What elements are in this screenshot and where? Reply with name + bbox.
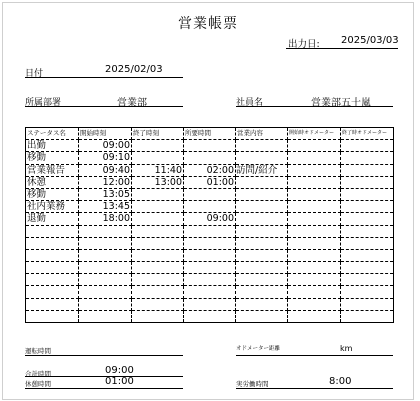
start-odometer-cell — [288, 262, 341, 274]
sales-content-cell — [236, 310, 288, 322]
activity-table — [25, 127, 394, 323]
break-time-underline — [25, 388, 183, 389]
odometer-distance-label: オドメーター距離 — [236, 346, 280, 352]
end-time-cell — [132, 298, 184, 310]
status-cell: 移動 — [26, 188, 79, 200]
end-time-cell — [132, 237, 184, 249]
status-cell — [26, 249, 79, 261]
end-odometer-cell — [341, 225, 394, 237]
end-time-cell — [132, 188, 184, 200]
employee-label: 社員名 — [236, 98, 264, 108]
total-time-value: 09:00 — [105, 365, 134, 376]
end-time-cell — [132, 310, 184, 322]
sales-content-cell — [236, 249, 288, 261]
table-row — [26, 249, 394, 261]
start-time-cell: 09:40 — [79, 164, 132, 176]
actual-work-time-value: 8:00 — [329, 376, 352, 387]
status-cell — [26, 310, 79, 322]
table-row — [26, 237, 394, 249]
table-row — [26, 225, 394, 237]
output-date-value: 2025/03/03 — [341, 35, 399, 46]
duration-cell — [184, 310, 236, 322]
duration-cell — [184, 298, 236, 310]
header-start-time: 開始時刻 — [79, 128, 132, 140]
end-odometer-cell — [341, 140, 394, 152]
start-odometer-cell — [288, 201, 341, 213]
start-time-cell: 09:10 — [79, 152, 132, 164]
end-time-cell — [132, 140, 184, 152]
end-time-cell: 13:00 — [132, 176, 184, 188]
start-time-cell: 12:00 — [79, 176, 132, 188]
table-header-row — [26, 128, 394, 140]
date-value: 2025/02/03 — [105, 64, 163, 75]
header-duration: 所要時間 — [184, 128, 236, 140]
status-cell — [26, 286, 79, 298]
sales-content-cell — [236, 213, 288, 225]
end-odometer-cell — [341, 298, 394, 310]
start-odometer-cell — [288, 237, 341, 249]
total-time-label: 合計時間 — [25, 370, 51, 378]
end-odometer-cell — [341, 152, 394, 164]
start-time-cell — [79, 298, 132, 310]
department-underline — [25, 106, 183, 107]
break-time-value: 01:00 — [105, 376, 134, 387]
start-time-cell — [79, 286, 132, 298]
actual-work-time-underline — [236, 388, 393, 389]
end-odometer-cell — [341, 176, 394, 188]
start-time-cell: 18:00 — [79, 213, 132, 225]
table-row — [26, 201, 394, 213]
break-time-label: 休憩時間 — [25, 380, 51, 388]
sales-content-cell — [236, 237, 288, 249]
end-time-cell — [132, 249, 184, 261]
employee-underline — [236, 106, 393, 107]
end-odometer-cell — [341, 286, 394, 298]
sales-content-cell: 訪問/紹介 — [236, 164, 288, 176]
duration-cell — [184, 262, 236, 274]
table-row — [26, 298, 394, 310]
duration-cell — [184, 286, 236, 298]
start-odometer-cell — [288, 274, 341, 286]
driving-time-label: 運転時間 — [25, 347, 51, 355]
header-end-time: 終了時刻 — [132, 128, 184, 140]
start-time-cell: 09:00 — [79, 140, 132, 152]
duration-cell — [184, 249, 236, 261]
duration-cell — [184, 152, 236, 164]
end-odometer-cell — [341, 164, 394, 176]
start-odometer-cell — [288, 249, 341, 261]
department-label: 所属部署 — [25, 98, 62, 108]
actual-work-time-label: 実労働時間 — [236, 380, 269, 388]
department-value: 営業部 — [117, 98, 147, 109]
start-odometer-cell — [288, 164, 341, 176]
sales-content-cell — [236, 298, 288, 310]
end-time-cell — [132, 201, 184, 213]
duration-cell — [184, 188, 236, 200]
start-odometer-cell — [288, 225, 341, 237]
header-sales-content: 営業内容 — [236, 128, 288, 140]
table-row — [26, 286, 394, 298]
status-cell — [26, 298, 79, 310]
table-row — [26, 152, 394, 164]
report-page — [2, 2, 414, 400]
status-cell: 退勤 — [26, 213, 79, 225]
end-time-cell — [132, 213, 184, 225]
sales-content-cell — [236, 201, 288, 213]
sales-content-cell — [236, 225, 288, 237]
status-cell — [26, 237, 79, 249]
end-time-cell — [132, 225, 184, 237]
date-underline — [25, 77, 183, 78]
duration-cell: 02:00 — [184, 164, 236, 176]
table-row — [26, 164, 394, 176]
driving-time-underline — [25, 355, 183, 356]
start-odometer-cell — [288, 176, 341, 188]
end-odometer-cell — [341, 249, 394, 261]
start-time-cell — [79, 274, 132, 286]
odometer-distance-unit: km — [340, 344, 353, 353]
start-odometer-cell — [288, 213, 341, 225]
table-row — [26, 262, 394, 274]
table-row — [26, 176, 394, 188]
start-time-cell: 13:05 — [79, 188, 132, 200]
header-status: ステータス名 — [26, 128, 79, 140]
duration-cell — [184, 237, 236, 249]
end-time-cell — [132, 286, 184, 298]
duration-cell — [184, 225, 236, 237]
sales-content-cell — [236, 274, 288, 286]
report-title: 営業帳票 — [178, 16, 238, 32]
output-date-label: 出力日: — [288, 39, 320, 50]
duration-cell: 09:00 — [184, 213, 236, 225]
status-cell: 社内業務 — [26, 201, 79, 213]
end-odometer-cell — [341, 237, 394, 249]
end-odometer-cell — [341, 201, 394, 213]
odometer-distance-underline — [236, 355, 393, 356]
start-time-cell — [79, 237, 132, 249]
status-cell: 出勤 — [26, 140, 79, 152]
table-row — [26, 140, 394, 152]
table-row — [26, 310, 394, 322]
start-time-cell — [79, 249, 132, 261]
start-time-cell — [79, 310, 132, 322]
status-cell: 休憩 — [26, 176, 79, 188]
table-row — [26, 188, 394, 200]
start-odometer-cell — [288, 286, 341, 298]
sales-content-cell — [236, 286, 288, 298]
status-cell — [26, 262, 79, 274]
total-time-underline — [25, 376, 183, 377]
output-date-underline — [286, 48, 398, 49]
status-cell — [26, 225, 79, 237]
end-odometer-cell — [341, 213, 394, 225]
end-odometer-cell — [341, 310, 394, 322]
sales-content-cell — [236, 188, 288, 200]
end-odometer-cell — [341, 274, 394, 286]
sales-content-cell — [236, 140, 288, 152]
end-odometer-cell — [341, 262, 394, 274]
sales-content-cell — [236, 152, 288, 164]
status-cell — [26, 274, 79, 286]
start-odometer-cell — [288, 298, 341, 310]
end-odometer-cell — [341, 188, 394, 200]
duration-cell: 01:00 — [184, 176, 236, 188]
status-cell: 営業報告 — [26, 164, 79, 176]
end-time-cell — [132, 152, 184, 164]
status-cell: 移動 — [26, 152, 79, 164]
header-start-odometer: 開始時オドメーター — [288, 128, 341, 140]
duration-cell — [184, 201, 236, 213]
date-label: 日付 — [25, 69, 44, 79]
table-row — [26, 274, 394, 286]
duration-cell — [184, 274, 236, 286]
table-row — [26, 213, 394, 225]
sales-content-cell — [236, 176, 288, 188]
start-time-cell: 13:45 — [79, 201, 132, 213]
duration-cell — [184, 140, 236, 152]
start-odometer-cell — [288, 140, 341, 152]
start-time-cell — [79, 262, 132, 274]
sales-content-cell — [236, 262, 288, 274]
employee-value: 営業部五十嵐 — [311, 98, 371, 109]
end-time-cell — [132, 274, 184, 286]
header-end-odometer: 終了時オドメーター — [341, 128, 394, 140]
end-time-cell: 11:40 — [132, 164, 184, 176]
start-odometer-cell — [288, 188, 341, 200]
end-time-cell — [132, 262, 184, 274]
start-odometer-cell — [288, 152, 341, 164]
start-odometer-cell — [288, 310, 341, 322]
start-time-cell — [79, 225, 132, 237]
